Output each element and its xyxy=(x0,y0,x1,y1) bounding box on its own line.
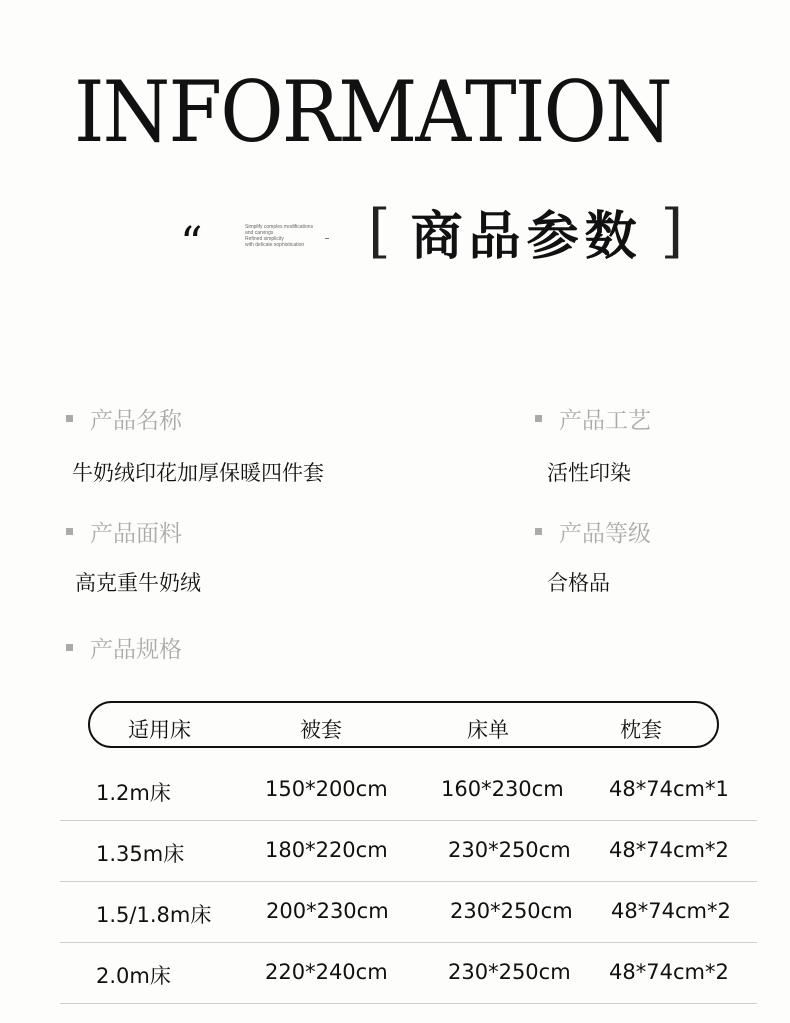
hero-title: INFORMATION xyxy=(74,63,671,161)
tagline-line: Refined simplicity xyxy=(245,236,284,242)
cell-pillowcase: 48*74cm*1 xyxy=(609,777,729,801)
product-fabric-label xyxy=(66,515,182,548)
table-row xyxy=(60,943,757,1004)
quote-mark: “ xyxy=(180,218,203,269)
cell-duvet-cover: 150*200cm xyxy=(265,777,388,801)
product-name-label-text: 产品名称 xyxy=(90,408,182,434)
bullet-icon xyxy=(66,644,73,651)
product-craft-label xyxy=(535,402,651,435)
header-pillowcase: 枕套 xyxy=(620,718,662,742)
product-grade-value: 合格品 xyxy=(547,571,610,595)
cell-duvet-cover: 220*240cm xyxy=(265,960,388,984)
cell-bed-size: 1.2m床 xyxy=(96,781,171,805)
cell-bed-sheet: 230*250cm xyxy=(450,899,573,923)
cell-pillowcase: 48*74cm*2 xyxy=(609,960,729,984)
header-bed-sheet: 床单 xyxy=(467,718,509,742)
open-bracket: [ xyxy=(368,197,391,265)
cell-bed-sheet: 230*250cm xyxy=(448,960,571,984)
close-bracket: ] xyxy=(660,197,684,265)
cell-pillowcase: 48*74cm*2 xyxy=(611,899,731,923)
product-craft-label-text: 产品工艺 xyxy=(559,408,651,434)
product-spec-label xyxy=(66,631,182,664)
spec-table-header xyxy=(88,701,719,748)
product-name-value: 牛奶绒印花加厚保暖四件套 xyxy=(72,461,324,485)
section-title: 商品参数 xyxy=(410,206,643,267)
table-row xyxy=(60,821,757,882)
product-fabric-value: 高克重牛奶绒 xyxy=(75,571,201,595)
cell-bed-sheet: 160*230cm xyxy=(441,777,564,801)
product-grade-label-text: 产品等级 xyxy=(559,521,651,547)
product-name-label xyxy=(66,402,182,435)
product-grade-label xyxy=(535,515,651,548)
cell-duvet-cover: 180*220cm xyxy=(265,838,388,862)
product-fabric-label-text: 产品面料 xyxy=(90,521,182,547)
cell-bed-size: 2.0m床 xyxy=(96,964,171,988)
bullet-icon xyxy=(66,528,73,535)
cell-duvet-cover: 200*230cm xyxy=(266,899,389,923)
cell-bed-sheet: 230*250cm xyxy=(448,838,571,862)
bullet-icon xyxy=(66,415,73,422)
product-craft-value: 活性印染 xyxy=(547,461,631,485)
header-duvet-cover: 被套 xyxy=(300,718,342,742)
header-bed-size: 适用床 xyxy=(128,718,191,742)
cell-pillowcase: 48*74cm*2 xyxy=(609,838,729,862)
section-heading xyxy=(368,196,683,266)
tagline-line: with delicate sophistication xyxy=(245,242,305,248)
tagline xyxy=(245,224,313,248)
tagline-line: and carvings xyxy=(245,230,274,236)
tagline-line: Simplify complex modifications xyxy=(245,224,314,230)
table-row xyxy=(60,760,757,821)
cell-bed-size: 1.35m床 xyxy=(96,842,185,866)
tagline-rule xyxy=(325,238,329,239)
bullet-icon xyxy=(535,528,542,535)
spec-table xyxy=(60,760,757,1004)
product-spec-label-text: 产品规格 xyxy=(90,637,182,663)
table-row xyxy=(60,882,757,943)
cell-bed-size: 1.5/1.8m床 xyxy=(96,903,212,927)
bullet-icon xyxy=(535,415,542,422)
